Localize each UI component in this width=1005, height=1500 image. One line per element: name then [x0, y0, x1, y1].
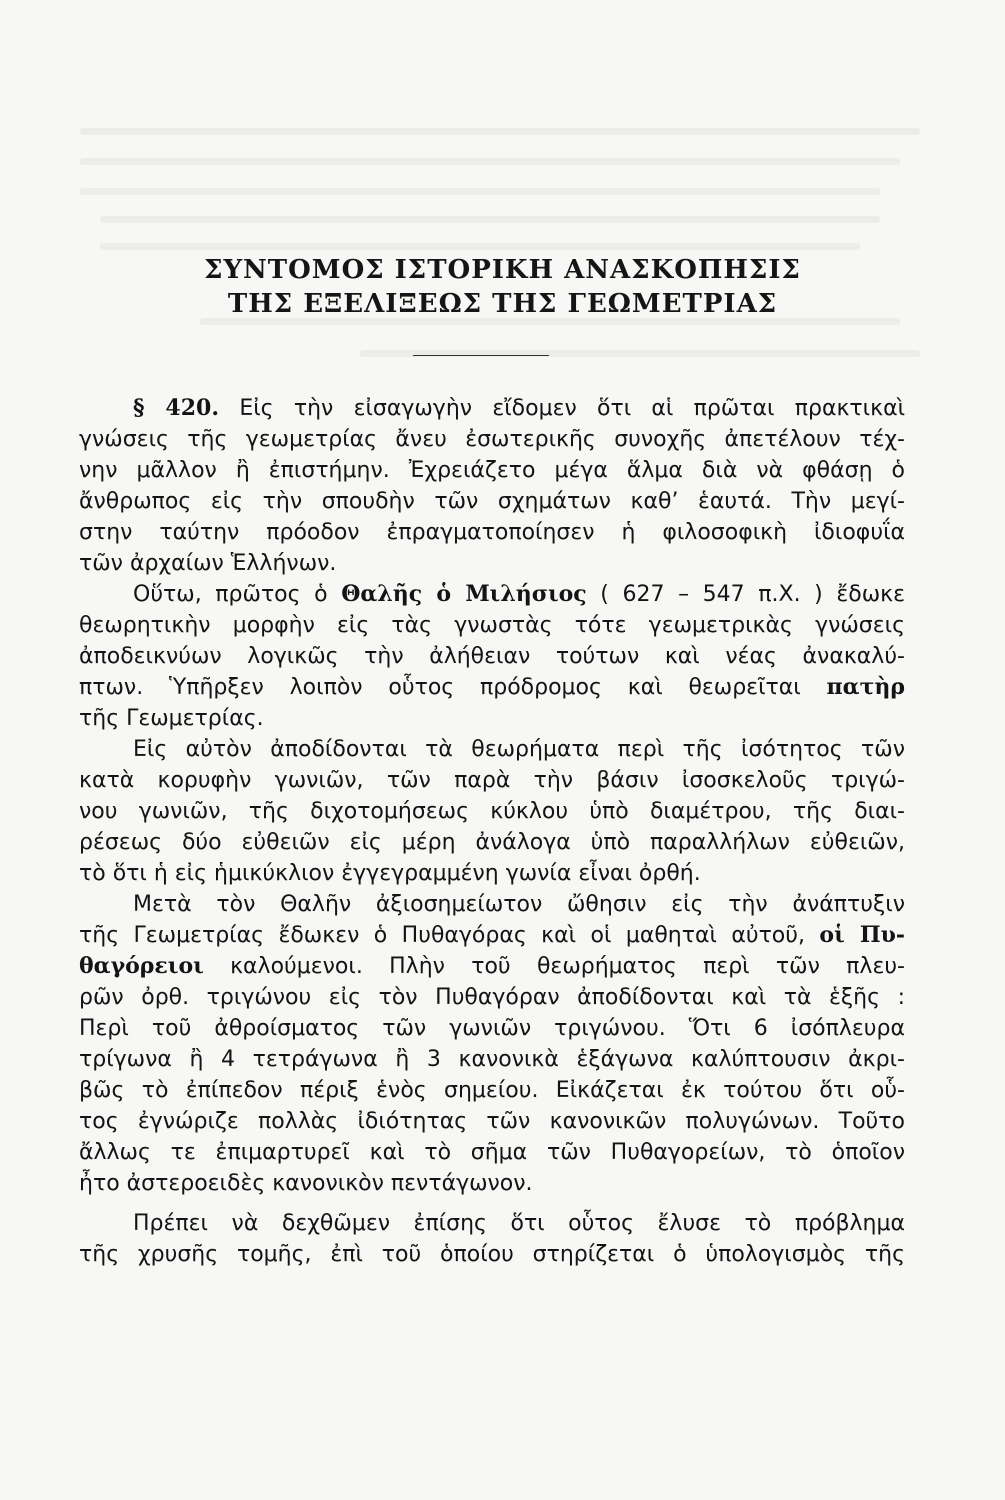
text-line: θεωρητικὴν μορφὴν εἰς τὰς γνωστὰς τότε γεωμετρικὰς γνώσεις [79, 613, 905, 638]
text-line: Πρέπει νὰ δεχθῶμεν ἐπίσης ὅτι οὗτος ἔλυσε τὸ πρόβλημα [133, 1211, 905, 1236]
text-line: νου γωνιῶν, τῆς διχοτομήσεως κύκλου ὑπὸ διαμέτρου, τῆς διαι- [79, 799, 905, 824]
text-line: Μετὰ τὸν Θαλῆν ἀξιοσημείωτον ὤθησιν εἰς τὴν ἀνάπτυξιν [133, 892, 905, 917]
text-line: τῆς Γεωμετρίας. [79, 706, 264, 731]
bleed-through-mark [200, 318, 900, 325]
text-line: βῶς τὸ ἐπίπεδον πέριξ ἑνὸς σημείου. Εἰκάζεται ἐκ τούτου ὅτι οὗ- [79, 1078, 905, 1103]
text-line [79, 393, 905, 424]
body-text [79, 393, 905, 1270]
text-line: ρέσεως δύο εὐθειῶν εἰς μέρη ἀνάλογα ὑπὸ παραλλήλων εὐθειῶν, [79, 830, 905, 855]
text-line: ἦτο ἀστεροειδὲς κανονικὸν πεντάγωνον. [79, 1171, 533, 1196]
text-line [79, 951, 905, 982]
text-run: καλούμενοι. Πλὴν τοῦ θεωρήματος περὶ τῶν πλευ- [203, 954, 905, 979]
text-line: νην μᾶλλον ἢ ἐπιστήμην. Ἐχρειάζετο μέγα ἅλμα διὰ νὰ φθάσῃ ὁ [79, 458, 905, 483]
text-line: Εἰς αὐτὸν ἀποδίδονται τὰ θεωρήματα περὶ τῆς ἰσότητος τῶν [133, 737, 905, 762]
text-line [79, 579, 905, 610]
text-line: γνώσεις τῆς γεωμετρίας ἄνευ ἐσωτερικῆς συνοχῆς ἀπετέλουν τέχ- [79, 427, 905, 452]
text-line: στην ταύτην πρόοδον ἐπραγματοποίησεν ἡ φιλοσοφικὴ ἰδιοφυΐα [79, 520, 905, 545]
text-line: κατὰ κορυφὴν γωνιῶν, τῶν παρὰ τὴν βάσιν ἰσοσκελοῦς τριγώ- [79, 768, 905, 793]
text-line [79, 672, 905, 703]
page-title-line-1: ΣΥΝΤΟΜΟΣ ΙΣΤΟΡΙΚΗ ΑΝΑΣΚΟΠΗΣΙΣ [204, 255, 801, 285]
text-run: τῆς Γεωμετρίας ἔδωκεν ὁ Πυθαγόρας καὶ οἱ μαθηταὶ αὐτοῦ, [79, 923, 820, 948]
text-line: τος ἐγνώριζε πολλὰς ἰδιότητας τῶν κανονικῶν πολυγώνων. Τοῦτο [79, 1109, 905, 1134]
text-line: τὸ ὅτι ἡ εἰς ἡμικύκλιον ἐγγεγραμμένη γωνία εἶναι ὀρθή. [79, 861, 701, 886]
text-line: ἄλλως τε ἐπιμαρτυρεῖ καὶ τὸ σῆμα τῶν Πυθαγορείων, τὸ ὁποῖον [79, 1140, 905, 1165]
text-run: Οὕτω, πρῶτος ὁ [133, 582, 342, 607]
bleed-through-mark [80, 158, 900, 165]
bleed-through-mark [80, 128, 920, 135]
text-run: ( 627 – 547 π.Χ. ) ἔδωκε [586, 582, 905, 607]
page-title-line-2: ΤΗΣ ΕΞΕΛΙΞΕΩΣ ΤΗΣ ΓΕΩΜΕΤΡΙΑΣ [227, 289, 778, 319]
text-run: πτων. Ὑπῆρξεν λοιπὸν οὗτος πρόδρομος καὶ θεωρεῖται [79, 675, 827, 700]
bold-name-pythagoreans-cont: θαγόρειοι [79, 953, 204, 979]
text-line: τῆς χρυσῆς τομῆς, ἐπὶ τοῦ ὁποίου στηρίζεται ὁ ὑπολογισμὸς τῆς [79, 1242, 905, 1267]
text-line: ρῶν ὀρθ. τριγώνου εἰς τὸν Πυθαγόραν ἀποδίδονται καὶ τὰ ἑξῆς : [79, 985, 905, 1010]
text-line: τρίγωνα ἢ 4 τετράγωνα ἢ 3 κανονικὰ ἑξάγωνα καλύπτουσιν ἀκρι- [79, 1047, 905, 1072]
title-divider [413, 355, 549, 356]
text-line: ἄνθρωπος εἰς τὴν σπουδὴν τῶν σχημάτων καθ’ ἑαυτά. Τὴν μεγί- [79, 489, 905, 514]
bleed-through-mark [100, 243, 860, 250]
bleed-through-mark [100, 216, 880, 223]
text-run: Εἰς τὴν εἰσαγωγὴν εἴδομεν ὅτι αἱ πρῶται πρακτικαὶ [239, 396, 906, 421]
text-line: Περὶ τοῦ ἀθροίσματος τῶν γωνιῶν τριγώνου. Ὅτι 6 ἰσόπλευρα [79, 1016, 905, 1041]
section-number: § 420. [133, 395, 220, 421]
text-line: τῶν ἀρχαίων Ἑλλήνων. [79, 551, 337, 576]
text-line: ἀποδεικνύων λογικῶς τὴν ἀλήθειαν τούτων καὶ νέας ἀνακαλύ- [79, 644, 905, 669]
text-line [79, 920, 905, 951]
bold-word-pater: πατὴρ [826, 674, 905, 700]
bold-name-thales: Θαλῆς ὁ Μιλήσιος [341, 581, 587, 607]
bold-name-pythagoreans: οἱ Πυ- [819, 922, 905, 948]
bleed-through-mark [80, 188, 880, 195]
